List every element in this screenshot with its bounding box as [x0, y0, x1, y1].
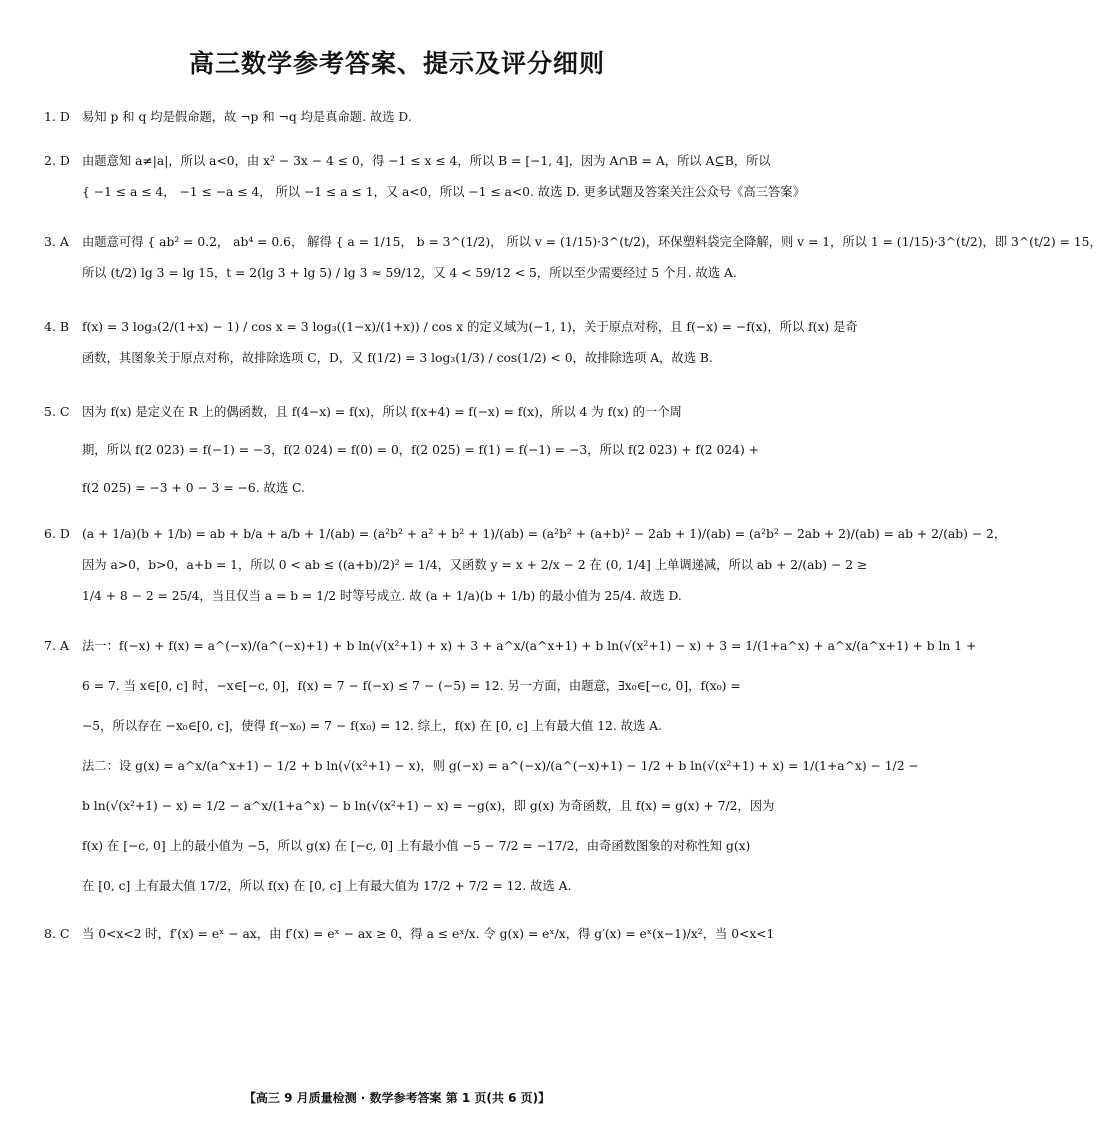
answer-explanation — [82, 921, 774, 947]
explanation-line: 因为 a>0，b>0，a+b = 1，所以 0 < ab ≤ ((a+b)/2)² = 1/4，又函数 y = x + 2/x − 2 在 (0, 1/4] 上单调递减，所以 ab + 2/(ab) − 2 ≥ — [82, 558, 868, 572]
answer-explanation — [82, 399, 774, 501]
explanation-line: b ln(√(x²+1) − x) = 1/2 − a^x/(1+a^x) − b ln(√(x²+1) − x) = −g(x)，即 g(x) 为奇函数，且 f(x) = g(x) + 7/2，因为 — [82, 799, 775, 813]
answer-number: 3. A — [44, 234, 69, 249]
explanation-line: 在 [0, c] 上有最大值 17/2，所以 f(x) 在 [0, c] 上有最大值为 17/2 + 7/2 = 12. 故选 A. — [82, 879, 572, 893]
explanation-line: (a + 1/a)(b + 1/b) = ab + b/a + a/b + 1/(ab) = (a²b² + a² + b² + 1)/(ab) = (a²b² + (a+b)² − 2ab + 1)/(ab) = (a²b² − 2ab + 2)/(ab) = ab + 2/(ab) − 2， — [82, 527, 1007, 541]
answer-number: 4. B — [44, 319, 70, 334]
answer-number: 1. D — [44, 109, 70, 124]
answer-number: 8. C — [44, 926, 70, 941]
answer-item — [44, 148, 805, 205]
answer-item — [44, 521, 1007, 609]
page-title: 高三数学参考答案、提示及评分细则 — [188, 49, 605, 78]
explanation-line: 所以 (t/2) lg 3 = lg 15，t = 2(lg 3 + lg 5) / lg 3 ≈ 59/12，又 4 < 59/12 < 5，所以至少需要经过 5 个月. 故选 A. — [82, 266, 737, 280]
explanation-line: 1/4 + 8 − 2 = 25/4，当且仅当 a = b = 1/2 时等号成立. 故 (a + 1/a)(b + 1/b) 的最小值为 25/4. 故选 D. — [82, 589, 682, 603]
explanation-line: 期，所以 f(2 023) = f(−1) = −3，f(2 024) = f(0) = 0，f(2 025) = f(1) = f(−1) = −3，所以 f(2 023) + f(2 024) + — [82, 443, 759, 457]
explanation-line: 当 0<x<2 时，f′(x) = eˣ − ax，由 f′(x) = eˣ − ax ≥ 0，得 a ≤ eˣ/x. 令 g(x) = eˣ/x，得 g′(x) = eˣ(x−1)/x²，当 0<x<1 — [82, 927, 775, 941]
answer-item — [44, 399, 774, 501]
answer-explanation — [82, 633, 977, 899]
answer-explanation — [82, 314, 858, 371]
explanation-line: 法一：f(−x) + f(x) = a^(−x)/(a^(−x)+1) + b ln(√(x²+1) + x) + 3 + a^x/(a^x+1) + b ln(√(x²+1) − x) + 3 = 1/(1+a^x) + a^x/(a^x+1) + b ln 1 + — [82, 639, 977, 653]
page-footer: 【高三 9 月质量检测 · 数学参考答案 第 1 页(共 6 页)】 — [243, 1091, 551, 1105]
explanation-line: 易知 p 和 q 均是假命题，故 ¬p 和 ¬q 均是真命题. 故选 D. — [82, 110, 412, 124]
explanation-line: 函数，其图象关于原点对称，故排除选项 C，D，又 f(1/2) = 3 log₃(1/3) / cos(1/2) < 0，故排除选项 A，故选 B. — [82, 351, 713, 365]
explanation-line: f(x) 在 [−c, 0] 上的最小值为 −5，所以 g(x) 在 [−c, 0] 上有最小值 −5 − 7/2 = −17/2，由奇函数图象的对称性知 g(x) — [82, 839, 751, 853]
answer-list — [44, 104, 1102, 952]
explanation-line: f(2 025) = −3 + 0 − 3 = −6. 故选 C. — [82, 481, 305, 495]
answer-item — [44, 104, 774, 130]
answer-number: 2. D — [44, 153, 70, 168]
answer-item — [44, 314, 858, 371]
explanation-line: −5，所以存在 −x₀∈[0, c]，使得 f(−x₀) = 7 − f(x₀) = 12. 综上，f(x) 在 [0, c] 上有最大值 12. 故选 A. — [82, 719, 662, 733]
answer-explanation — [82, 104, 774, 130]
answer-number: 5. C — [44, 404, 70, 419]
answer-number: 6. D — [44, 526, 70, 541]
answer-item — [44, 921, 774, 947]
explanation-line: 法二：设 g(x) = a^x/(a^x+1) − 1/2 + b ln(√(x²+1) − x)，则 g(−x) = a^(−x)/(a^(−x)+1) − 1/2 + b ln(√(x²+1) + x) = 1/(1+a^x) − 1/2 − — [82, 759, 919, 773]
explanation-line: f(x) = 3 log₃(2/(1+x) − 1) / cos x = 3 log₃((1−x)/(1+x)) / cos x 的定义域为(−1, 1)，关于原点对称，且 f(−x) = −f(x)，所以 f(x) 是奇 — [82, 320, 858, 334]
explanation-line: 由题意可得 { ab² = 0.2， ab⁴ = 0.6， 解得 { a = 1/15， b = 3^(1/2)， 所以 v = (1/15)·3^(t/2)，环保塑料袋完全降解，则 v = 1，所以 1 = (1/15)·3^(t/2)，即 3^(t/2) = 15， — [82, 235, 1102, 249]
answer-explanation — [82, 521, 1007, 609]
explanation-line: { −1 ≤ a ≤ 4， −1 ≤ −a ≤ 4， 所以 −1 ≤ a ≤ 1，又 a<0，所以 −1 ≤ a<0. 故选 D. 更多试题及答案关注公众号《高三答案》 — [82, 185, 805, 199]
explanation-line: 6 = 7. 当 x∈[0, c] 时，−x∈[−c, 0]，f(x) = 7 − f(−x) ≤ 7 − (−5) = 12. 另一方面，由题意，∃x₀∈[−c, 0]，f(x₀) = — [82, 679, 741, 693]
answer-item — [44, 229, 1102, 286]
explanation-line: 由题意知 a≠|a|，所以 a<0，由 x² − 3x − 4 ≤ 0，得 −1 ≤ x ≤ 4，所以 B = [−1, 4]，因为 A∩B = A，所以 A⊆B，所以 — [82, 154, 771, 168]
answer-explanation — [82, 148, 805, 205]
answer-item — [44, 633, 977, 899]
explanation-line: 因为 f(x) 是定义在 R 上的偶函数，且 f(4−x) = f(x)，所以 f(x+4) = f(−x) = f(x)，所以 4 为 f(x) 的一个周 — [82, 405, 682, 419]
answer-number: 7. A — [44, 638, 69, 653]
answer-explanation — [82, 229, 1102, 286]
